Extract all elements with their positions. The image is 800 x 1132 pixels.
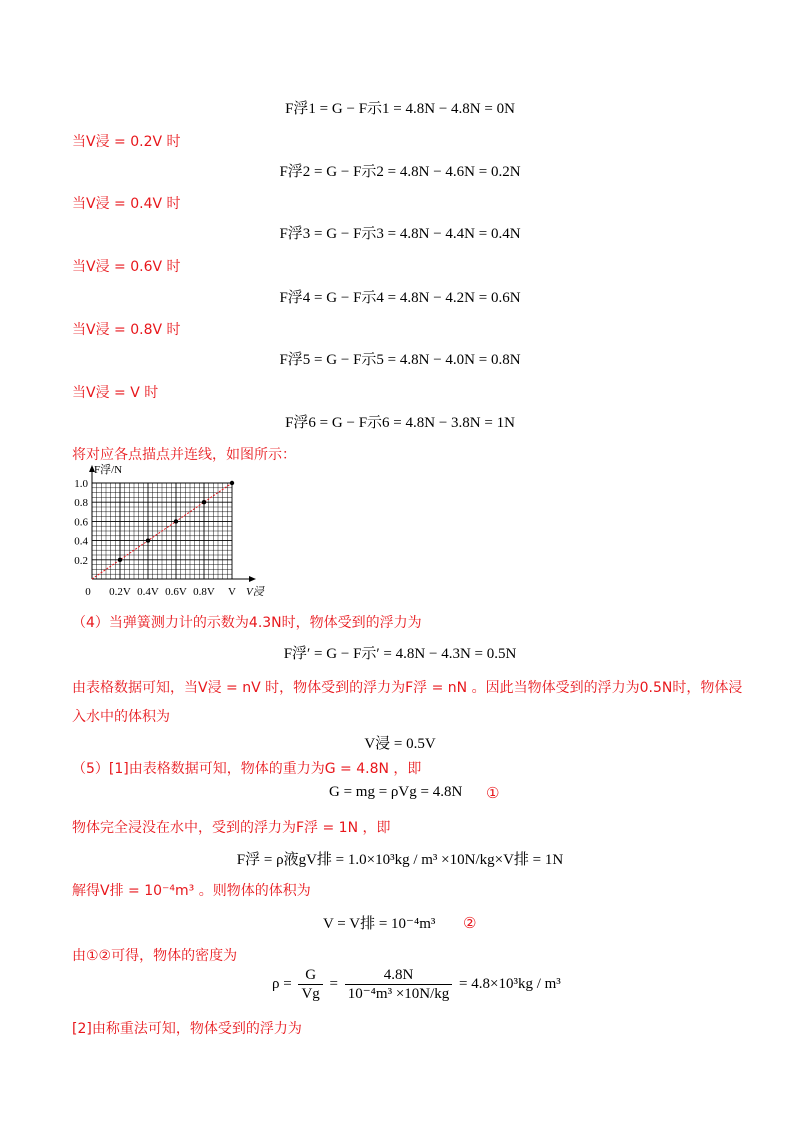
equation-buoyancy-3: F浮3 = G − F示3 = 4.8N − 4.4N = 0.4N (279, 226, 521, 242)
density-fraction-1-numerator: G (298, 966, 322, 985)
equation-gravity: G = mg = ρVg = 4.8N (329, 784, 463, 800)
data-point (174, 519, 178, 523)
y-axis-label: F浮/N (94, 464, 123, 476)
y-tick-label: 0.4 (74, 535, 88, 548)
part5-text-3: 由①②可得，物体的密度为 (72, 948, 238, 964)
condition-02V: 当V浸 = 0.2V 时 (72, 134, 181, 150)
origin-label: 0 (85, 586, 91, 598)
x-axis-arrow (249, 576, 256, 582)
chart-series (92, 481, 234, 579)
condition-08V: 当V浸 = 0.8V 时 (72, 322, 181, 338)
x-tick-label: 0.2V (109, 586, 131, 598)
y-tick-label: 0.6 (74, 516, 88, 529)
y-tick-label: 0.2 (74, 554, 88, 567)
equation-buoyancy-full: F浮 = ρ液gV排 = 1.0×10³kg / m³ ×10N/kg×V排 = 1N (236, 852, 564, 868)
part4-heading: （4）当弹簧测力计的示数为4.3N时，物体受到的浮力为 (72, 615, 422, 631)
equation-buoyancy-prime: F浮′ = G − F示′ = 4.8N − 4.3N = 0.5N (283, 646, 517, 662)
density-fraction-1 (298, 966, 322, 1003)
marker-2: ② (463, 914, 477, 932)
equation-buoyancy-1: F浮1 = G − F示1 = 4.8N − 4.8N = 0N (285, 101, 515, 117)
x-axis-label: V浸 (246, 586, 264, 598)
density-equals: = (329, 975, 339, 992)
plot-intro-text: 将对应各点描点并连线，如图所示： (72, 447, 296, 463)
part4-text: 由表格数据可知，当V浸 = nV 时，物体受到的浮力为F浮 = nN 。因此当物体受到的浮力为0.5N时，物体浸 (72, 680, 743, 696)
equation-volume: V = V排 = 10⁻⁴m³ (323, 916, 436, 932)
equation-density (272, 966, 561, 1003)
data-point (146, 538, 150, 542)
density-lhs: ρ = (272, 975, 292, 992)
density-fraction-2-denominator: 10⁻⁴m³ ×10N/kg (347, 986, 450, 1002)
marker-1: ① (486, 784, 500, 802)
equation-buoyancy-6: F浮6 = G − F示6 = 4.8N − 3.8N = 1N (285, 415, 515, 431)
condition-04V: 当V浸 = 0.4V 时 (72, 196, 181, 212)
part4-text-2: 入水中的体积为 (72, 709, 170, 725)
part5-text: 物体完全浸没在水中，受到的浮力为F浮 = 1N ，即 (72, 820, 391, 836)
density-fraction-1-denominator: Vg (301, 986, 320, 1002)
density-fraction-2-numerator: 4.8N (345, 966, 453, 985)
equation-volume-05: V浸 = 0.5V (364, 736, 436, 752)
x-tick-label: 0.8V (193, 586, 215, 598)
data-point (202, 500, 206, 504)
equation-buoyancy-4: F浮4 = G − F示4 = 4.8N − 4.2N = 0.6N (279, 290, 521, 306)
buoyancy-volume-chart (66, 460, 296, 605)
y-tick-label: 0.8 (74, 497, 88, 510)
density-rhs: = 4.8×10³kg / m³ (459, 975, 561, 992)
condition-V: 当V浸 = V 时 (72, 385, 159, 401)
y-tick-label: 1.0 (74, 478, 88, 490)
equation-buoyancy-5: F浮5 = G − F示5 = 4.8N − 4.0N = 0.8N (279, 352, 521, 368)
data-point (230, 481, 234, 485)
equation-buoyancy-2: F浮2 = G − F示2 = 4.8N − 4.6N = 0.2N (279, 164, 521, 180)
part5-text-2: 解得V排 = 10⁻⁴m³ 。则物体的体积为 (72, 883, 311, 899)
x-tick-label: V (228, 586, 236, 598)
data-point (118, 558, 122, 562)
x-tick-label: 0.6V (165, 586, 187, 598)
part5-2-text: [2]由称重法可知，物体受到的浮力为 (72, 1021, 302, 1037)
density-fraction-2 (345, 966, 453, 1003)
x-tick-label: 0.4V (137, 586, 159, 598)
part5-heading: （5）[1]由表格数据可知，物体的重力为G = 4.8N ，即 (72, 761, 422, 777)
condition-06V: 当V浸 = 0.6V 时 (72, 259, 181, 275)
